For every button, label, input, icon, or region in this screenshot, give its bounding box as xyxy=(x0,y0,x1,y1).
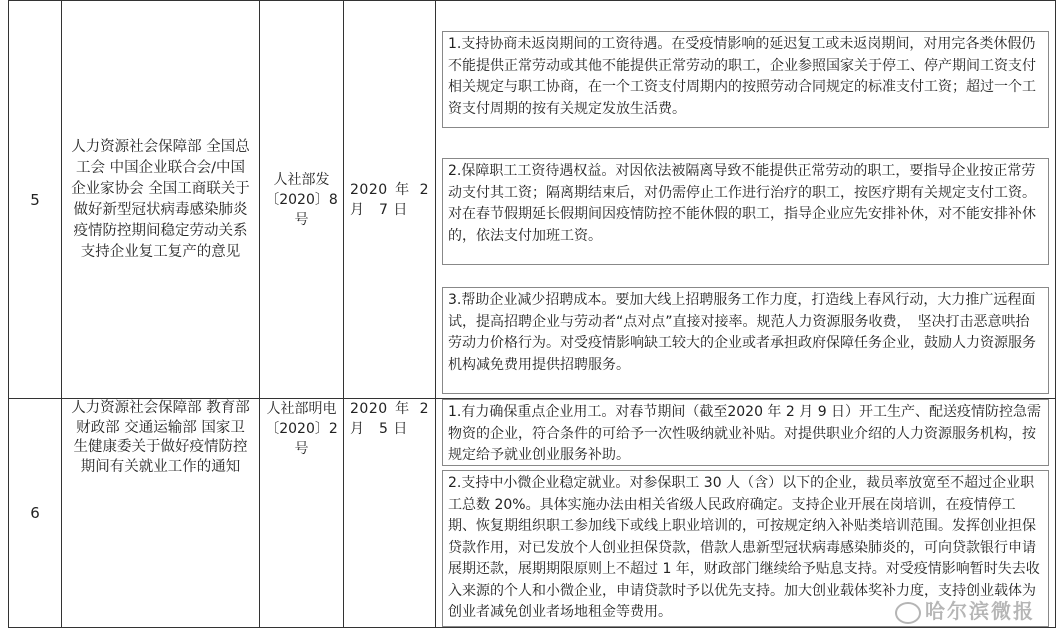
row-number: 5 xyxy=(9,1,62,399)
document-number: 人社部明电〔2020〕2 号 xyxy=(265,401,338,457)
document-number-cell xyxy=(260,1,344,399)
issue-date-cell xyxy=(344,1,436,399)
watermark xyxy=(895,595,1035,624)
measures-cell xyxy=(436,1,1056,399)
document-title-cell xyxy=(62,1,260,399)
policy-table xyxy=(8,0,1056,628)
measures-cell xyxy=(436,399,1056,628)
document-title: 人力资源社会保障部 教育部 财政部 交通运输部 国家卫生健康委关于做好疫情防控期间有关就业工作的通知 xyxy=(71,400,250,475)
watermark-text: 哈尔滨微报 xyxy=(925,599,1035,623)
issue-date: 2020 年 2 月 7 日 xyxy=(350,181,429,218)
measure-item: 1.支持协商未返岗期间的工资待遇。在受疫情影响的延迟复工或未返岗期间，对用完各类休假仍不能提供正常劳动或其他不能提供正常劳动的职工，企业参照国家关于停工、停产期间工资支付相关规定与职工协商，在一个工资支付周期内的按照劳动合同规定的标准支付工资；超过一个工资支付周期的按有关规定发放生活费。 xyxy=(442,31,1049,128)
issue-date: 2020 年 2 月 5 日 xyxy=(350,401,429,437)
table-row-5 xyxy=(9,1,1056,399)
issue-date-cell xyxy=(344,399,436,628)
measure-item: 1.有力确保重点企业用工。对春节期间（截至2020 年 2 月 9 日）开工生产、配送疫情防控急需物资的企业，符合条件的可给予一次性吸纳就业补贴。对提供职业介绍的人力资源服务机构，按规定给予就业创业服务补助。 xyxy=(442,399,1049,466)
wechat-icon xyxy=(895,602,921,624)
row-number: 6 xyxy=(9,399,62,628)
measure-item: 3.帮助企业减少招聘成本。要加大线上招聘服务工作力度，打造线上春风行动，大力推广远程面试，提高招聘企业与劳动者“点对点”直接对接率。规范人力资源服务收费， 坚决打击恶意哄抬劳动力价格行为。对受疫情影响缺工较大的企业或者承担政府保障任务企业，鼓励人力资源服务机构减免费用提供招聘服务。 xyxy=(442,287,1049,394)
measure-item: 2.保障职工工资待遇权益。对因依法被隔离导致不能提供正常劳动的职工，要指导企业按正常劳动支付其工资；隔离期结束后，对仍需停止工作进行治疗的职工，按医疗期有关规定支付工资。对在春节假期延长假期间因疫情防控不能休假的职工，指导企业应先安排补休，对不能安排补休的，依法支付加班工资。 xyxy=(442,158,1049,265)
document-title-cell xyxy=(62,399,260,628)
document-number-cell xyxy=(260,399,344,628)
document-number: 人社部发〔2020〕8 号 xyxy=(265,171,338,228)
document-title: 人力资源社会保障部 全国总工会 中国企业联合会/中国企业家协会 全国工商联关于做好新型冠状病毒感染肺炎疫情防控期间稳定劳动关系支持企业复工复产的意见 xyxy=(71,138,250,260)
measure-item: 2.支持中小微企业稳定就业。对参保职工 30 人（含）以下的企业，裁员率放宽至不超过企业职工总数 20%。具体实施办法由相关省级人民政府确定。支持企业开展在岗培训，在疫情停工期、恢复期组织职工参加线下或线上职业培训的，可按规定纳入补贴类培训范围。发挥创业担保贷款作用，对已发放个人创业担保贷款，借款人患新型冠状病毒感染肺炎的，可向贷款银行申请展期还款，展期期限原则上不超过 1 年，财政部门继续给予贴息支持。对受疫情影响暂时失去收入来源的个人和小微企业，申请贷款时予以优先支持。加大创业载体奖补力度，支持创业载体为创业者减免创业者场地租金等费用。 xyxy=(442,470,1049,627)
table-row-6 xyxy=(9,399,1056,628)
